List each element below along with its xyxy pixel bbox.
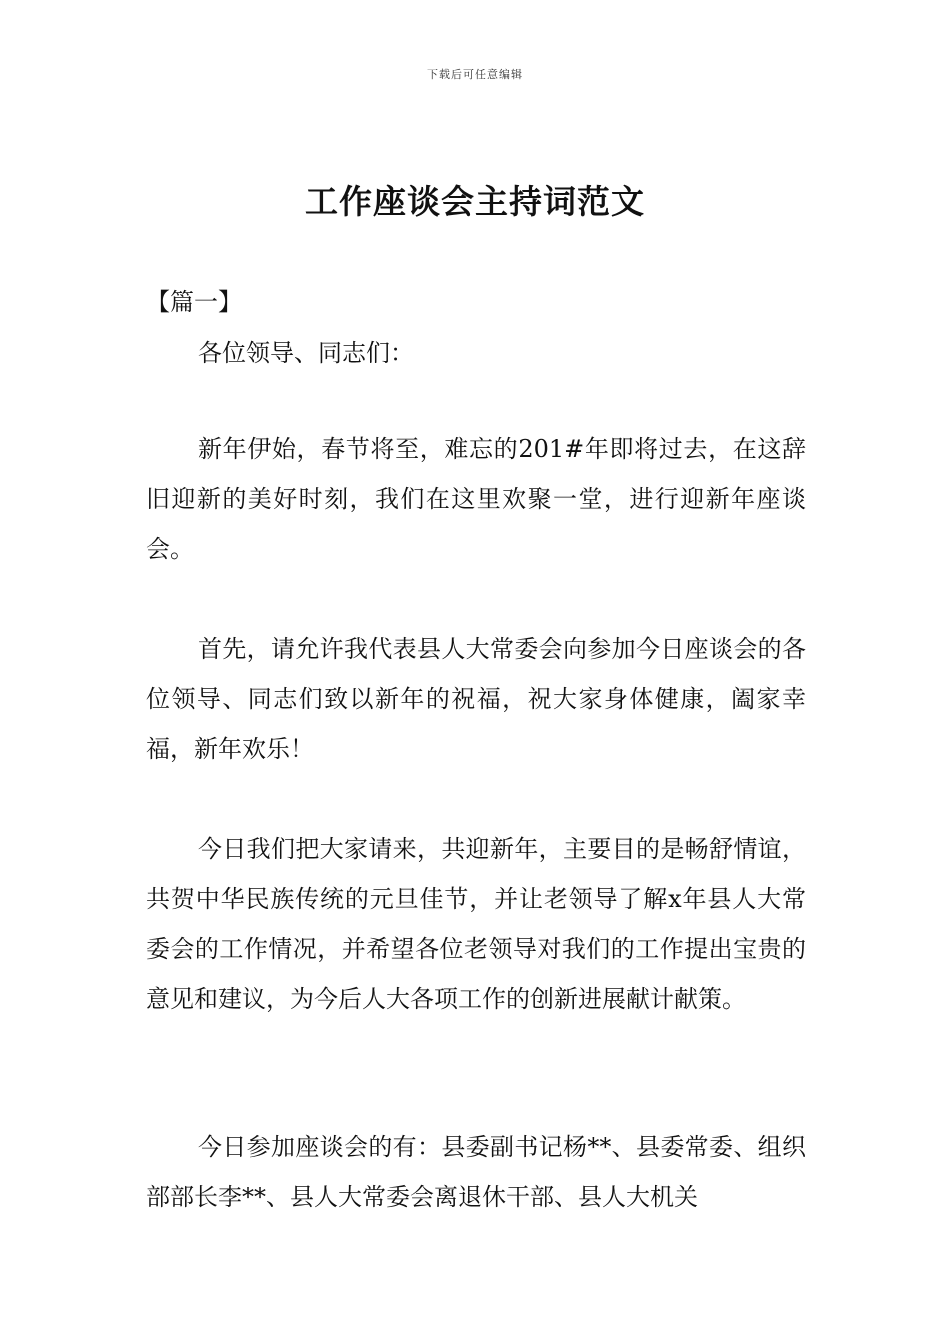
paragraph-salutation: 各位领导、同志们：: [198, 339, 414, 367]
paragraph-greeting: 首先，请允许我代表县人大常委会向参加今日座谈会的各位领导、同志们致以新年的祝福，祝大家身体健康，阖家幸福，新年欢乐！: [146, 635, 806, 763]
document-title: 工作座谈会主持词范文: [305, 182, 645, 221]
section-label: 【篇一】: [146, 288, 242, 316]
paragraph-opening: 新年伊始，春节将至，难忘的201#年即将过去，在这辞旧迎新的美好时刻，我们在这里欢聚一堂，进行迎新年座谈会。: [146, 435, 806, 563]
header-note: 下载后可任意编辑: [427, 68, 523, 81]
paragraph-purpose: 今日我们把大家请来，共迎新年，主要目的是畅舒情谊，共贺中华民族传统的元旦佳节，并让老领导了解x年县人大常委会的工作情况，并希望各位老领导对我们的工作提出宝贵的意见和建议，为今后人大各项工作的创新进展献计献策。: [146, 835, 806, 1013]
paragraph-attendees: 今日参加座谈会的有：县委副书记杨**、县委常委、组织部部长李**、县人大常委会离退休干部、县人大机关: [146, 1133, 806, 1211]
